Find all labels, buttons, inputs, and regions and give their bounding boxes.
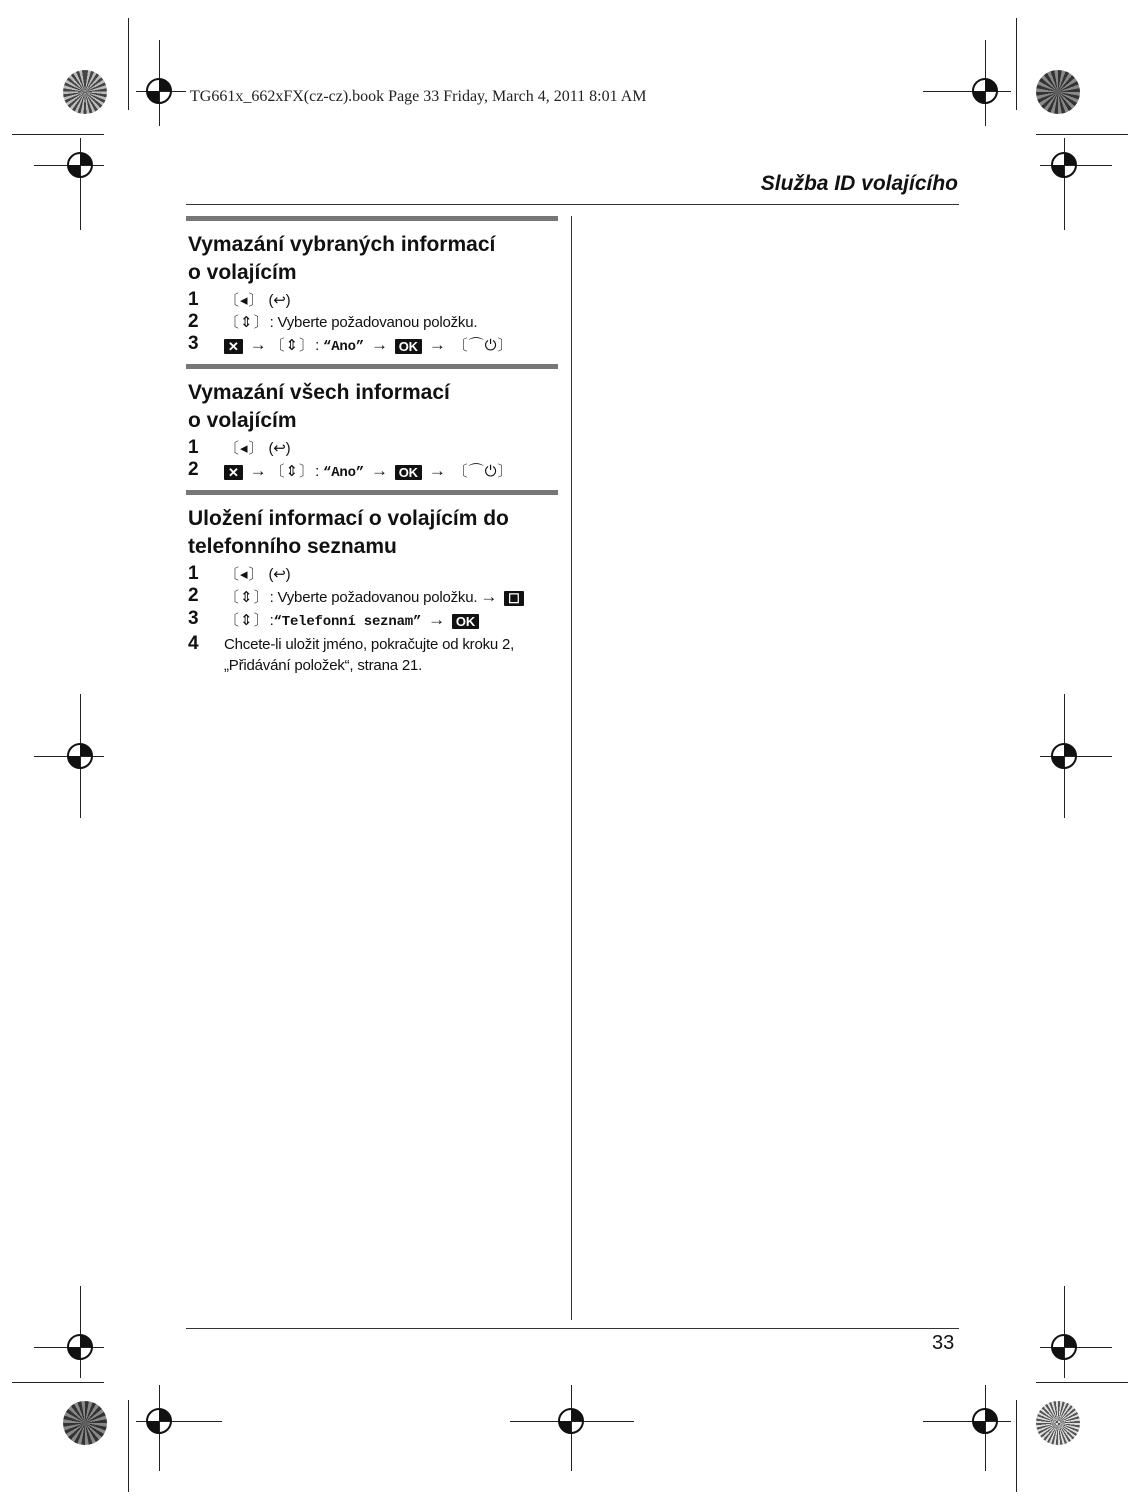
book-header: TG661x_662xFX(cz-cz).book Page 33 Friday, March 4, 2011 8:01 AM [190,88,647,105]
registration-mark-icon [66,151,94,179]
section-title: Služba ID volajícího [760,172,958,195]
menu-option: “Telefonní seznam” [273,614,422,630]
column-divider [571,216,572,1320]
step-number: 1 [188,563,199,584]
step [186,563,558,585]
title-rule [186,204,959,205]
step [186,633,558,676]
section-bar [186,216,558,221]
step-list [186,437,558,484]
registration-mark-icon [1050,151,1078,179]
step: 2 ✕ → 〔⇕〕: “Ano” → OK → 〔⌒⏻〕 [188,459,514,481]
menu-option: “Ano” [323,339,365,355]
color-rosette-icon [63,70,107,114]
off-key-icon: 〔⌒⏻〕 [452,337,514,354]
step-number: 2 [188,459,199,480]
arrow-icon: → [428,610,445,629]
section-bar [186,490,558,495]
arrow-icon: → [370,335,388,354]
step [186,585,558,608]
incoming-call-icon: (↩) [268,566,291,583]
ok-softkey-icon: OK [452,614,479,629]
page-number: 33 [932,1332,955,1354]
step-number: 3 [188,608,199,629]
ok-softkey-icon: OK [395,465,422,480]
registration-mark-icon [971,77,999,105]
color-rosette-icon [1036,70,1080,114]
navigator-key-icon: 〔⇕〕 [224,314,270,331]
incoming-call-icon: (↩) [268,292,291,309]
step-text: Chcete-li uložit jméno, pokračujte od kroku 2, [224,636,515,653]
left-key-icon: 〔◂〕 [224,566,265,583]
step-list [186,289,558,358]
arrow-icon: → [249,461,267,480]
menu-option: “Ano” [323,465,365,481]
arrow-icon: → [370,461,388,480]
incoming-call-icon: (↩) [268,440,291,457]
arrow-icon: → [428,335,446,354]
registration-mark-icon [145,1407,173,1435]
arrow-icon: → [428,461,446,480]
phonebook-softkey-icon: ☐ [504,591,523,606]
registration-mark-icon [557,1407,585,1435]
step-number: 1 [188,437,199,458]
navigator-key-icon: 〔⇕〕 [224,589,270,606]
section-bar [186,364,558,369]
step-number: 3 [188,333,199,354]
registration-mark-icon [66,742,94,770]
section-delete-all [186,364,558,484]
step-text: : Vyberte požadovanou položku. [269,589,478,606]
step: 3 〔⇕〕:“Telefonní seznam” → OK [186,608,558,633]
navigator-key-icon: 〔⇕〕 [269,337,316,354]
step: 3 ✕ → 〔⇕〕: “Ano” → OK → 〔⌒⏻〕 [188,333,514,355]
step-number: 2 [188,311,199,332]
registration-mark-icon [1050,742,1078,770]
step-list [186,563,558,676]
delete-softkey-icon: ✕ [224,465,243,480]
step-number: 4 [188,633,199,654]
step [186,311,558,333]
left-column [186,216,558,682]
step [186,437,558,459]
section-delete-selected [186,216,558,358]
step-number: 1 [188,289,199,310]
step-text: : Vyberte požadovanou položku. [269,314,478,331]
registration-mark-icon [145,77,173,105]
section-heading: Uložení informací o volajícím do telefonního seznamu [188,507,509,558]
left-key-icon: 〔◂〕 [224,292,265,309]
navigator-key-icon: 〔⇕〕 [269,463,316,480]
navigator-key-icon: 〔⇕〕 [224,612,270,629]
delete-softkey-icon: ✕ [224,339,243,354]
color-rosette-icon [63,1401,107,1445]
arrow-icon: → [249,335,267,354]
section-heading: Vymazání všech informací o volajícím [188,381,450,432]
footer-rule [186,1328,959,1329]
registration-mark-icon [1050,1333,1078,1361]
step [186,289,558,311]
section-save-to-phonebook [186,490,558,676]
color-rosette-icon [1036,1401,1080,1445]
left-key-icon: 〔◂〕 [224,440,265,457]
arrow-icon: → [480,587,498,606]
registration-mark-icon [66,1333,94,1361]
section-heading: Vymazání vybraných informací o volajícím [188,233,496,284]
registration-mark-icon [971,1407,999,1435]
step-number: 2 [188,585,199,606]
ok-softkey-icon: OK [395,339,422,354]
off-key-icon: 〔⌒⏻〕 [452,463,514,480]
step-text: „Přidávání položek“, strana 21. [224,657,423,674]
